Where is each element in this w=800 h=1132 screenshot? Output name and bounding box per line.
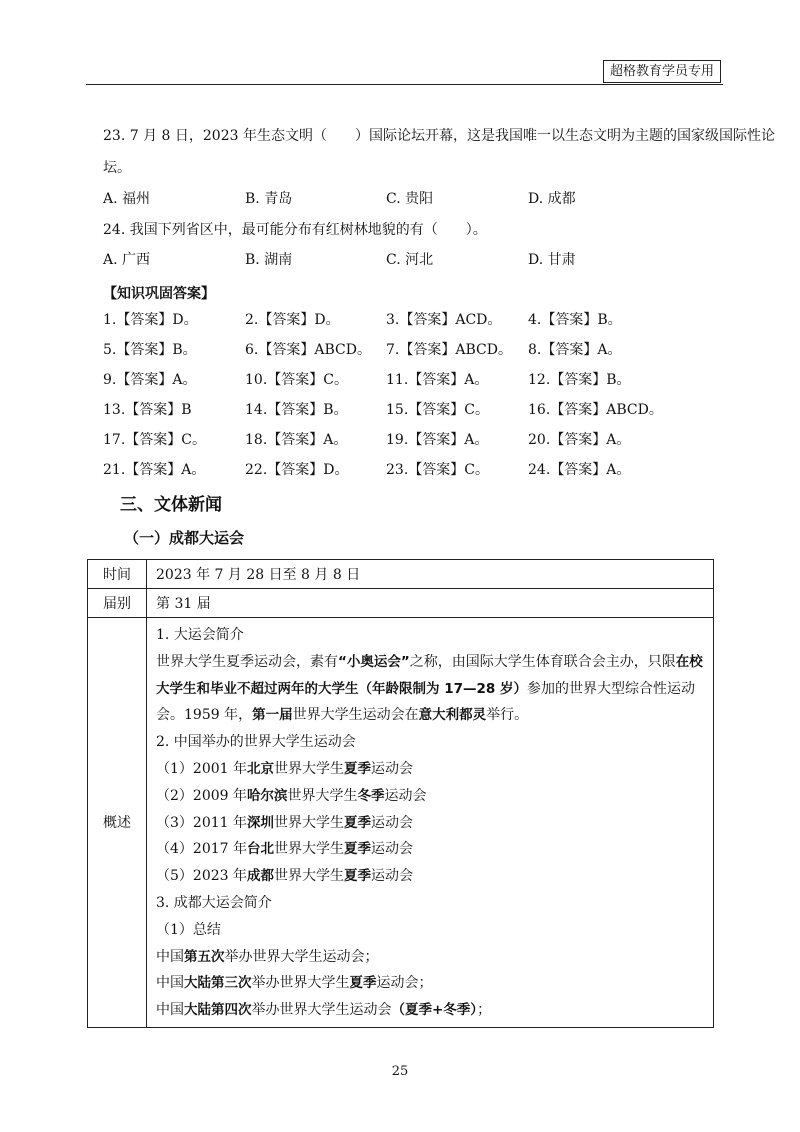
answer-item: 7.【答案】ABCD。 — [386, 342, 512, 358]
question-24-options — [103, 247, 703, 273]
answer-item: 20.【答案】A。 — [528, 432, 631, 448]
overview-heading-2: 2. 中国举办的世界大学生运动会 — [156, 734, 356, 751]
option-a: A. 福州 — [103, 191, 151, 207]
answer-item: 11.【答案】A。 — [386, 372, 489, 388]
session-label: 届别 — [88, 589, 147, 618]
option-c: C. 河北 — [386, 252, 434, 268]
question-23-line-1: 23. 7 月 8 日，2023 年生态文明（ ）国际论坛开幕，这是我国唯一以生态文明为主题的国家级国际性论 — [103, 128, 775, 144]
event-item: （5）2023 年成都世界大学生夏季运动会 — [156, 868, 413, 885]
table-row-session — [88, 589, 714, 618]
option-a: A. 广西 — [103, 252, 151, 268]
universiade-table — [87, 559, 714, 1028]
answer-item: 17.【答案】C。 — [103, 432, 206, 448]
answer-item: 15.【答案】C。 — [386, 402, 489, 418]
answer-item: 14.【答案】B。 — [245, 402, 348, 418]
answer-item: 2.【答案】D。 — [245, 312, 340, 328]
answer-item: 6.【答案】ABCD。 — [245, 342, 371, 358]
answer-item: 18.【答案】A。 — [245, 432, 348, 448]
answer-row — [103, 337, 703, 363]
option-b: B. 湖南 — [245, 252, 293, 268]
intro-paragraph: 世界大学生夏季运动会，素有“小奥运会”之称，由国际大学生体育联合会主办，只限在校大学生和毕业不超过两年的大学生（年龄限制为 17—28 岁）参加的世界大型综合性运动会。1959 年，第一届世界大学生运动会在意大利都灵举行。 — [156, 653, 703, 724]
option-b: B. 青岛 — [245, 191, 293, 207]
answer-item: 10.【答案】C。 — [245, 372, 348, 388]
session-value: 第 31 届 — [147, 589, 714, 618]
summary-item: 中国第五次举办世界大学生运动会； — [156, 948, 379, 965]
answer-row — [103, 397, 703, 423]
answer-item: 19.【答案】A。 — [386, 432, 489, 448]
answer-item: 1.【答案】D。 — [103, 312, 198, 328]
answer-item: 3.【答案】ACD。 — [386, 312, 502, 328]
answer-item: 21.【答案】A。 — [103, 462, 206, 478]
answer-item: 12.【答案】B。 — [528, 372, 631, 388]
answer-item: 5.【答案】B。 — [103, 342, 197, 358]
answer-item: 23.【答案】C。 — [386, 462, 489, 478]
overview-heading-3: 3. 成都大运会简介 — [156, 894, 272, 911]
option-d: D. 成都 — [528, 191, 576, 207]
answer-row — [103, 427, 703, 453]
answer-item: 4.【答案】B。 — [528, 312, 622, 328]
time-label: 时间 — [88, 560, 147, 589]
event-item: （2）2009 年哈尔滨世界大学生冬季运动会 — [156, 787, 427, 804]
overview-content — [147, 618, 714, 1028]
option-c: C. 贵阳 — [386, 191, 434, 207]
table-row-overview — [88, 618, 714, 1028]
table-row-time — [88, 560, 714, 589]
question-24-line-1: 24. 我国下列省区中，最可能分布有红树林地貌的有（ ）。 — [103, 222, 487, 238]
answer-item: 22.【答案】D。 — [245, 462, 349, 478]
option-d: D. 甘肃 — [528, 252, 576, 268]
answers-title: 【知识巩固答案】 — [103, 286, 215, 302]
answer-item: 8.【答案】A。 — [528, 342, 622, 358]
summary-heading: （1）总结 — [156, 921, 221, 938]
subsection-title: （一）成都大运会 — [124, 529, 245, 547]
event-item: （1）2001 年北京世界大学生夏季运动会 — [156, 760, 413, 777]
header-tag: 超格教育学员专用 — [603, 60, 721, 83]
event-item: （3）2011 年深圳世界大学生夏季运动会 — [156, 814, 413, 831]
header-divider — [86, 84, 723, 85]
answer-row — [103, 457, 703, 483]
question-23-options — [103, 186, 703, 212]
question-23-line-2: 坛。 — [103, 160, 131, 176]
page-number: 25 — [391, 1064, 409, 1079]
answer-item: 16.【答案】ABCD。 — [528, 402, 663, 418]
overview-heading-1: 1. 大运会简介 — [156, 627, 244, 643]
time-value: 2023 年 7 月 28 日至 8 月 8 日 — [147, 560, 714, 589]
answer-row — [103, 367, 703, 393]
summary-item: 中国大陆第三次举办世界大学生夏季运动会； — [156, 975, 433, 992]
summary-item: 中国大陆第四次举办世界大学生运动会（夏季+冬季）； — [156, 1002, 492, 1019]
answer-item: 9.【答案】A。 — [103, 372, 197, 388]
overview-label: 概述 — [88, 618, 147, 1028]
answer-row — [103, 307, 703, 333]
answer-item: 24.【答案】A。 — [528, 462, 631, 478]
event-item: （4）2017 年台北世界大学生夏季运动会 — [156, 841, 413, 858]
section-title: 三、文体新闻 — [120, 495, 222, 515]
answer-item: 13.【答案】B — [103, 402, 192, 418]
